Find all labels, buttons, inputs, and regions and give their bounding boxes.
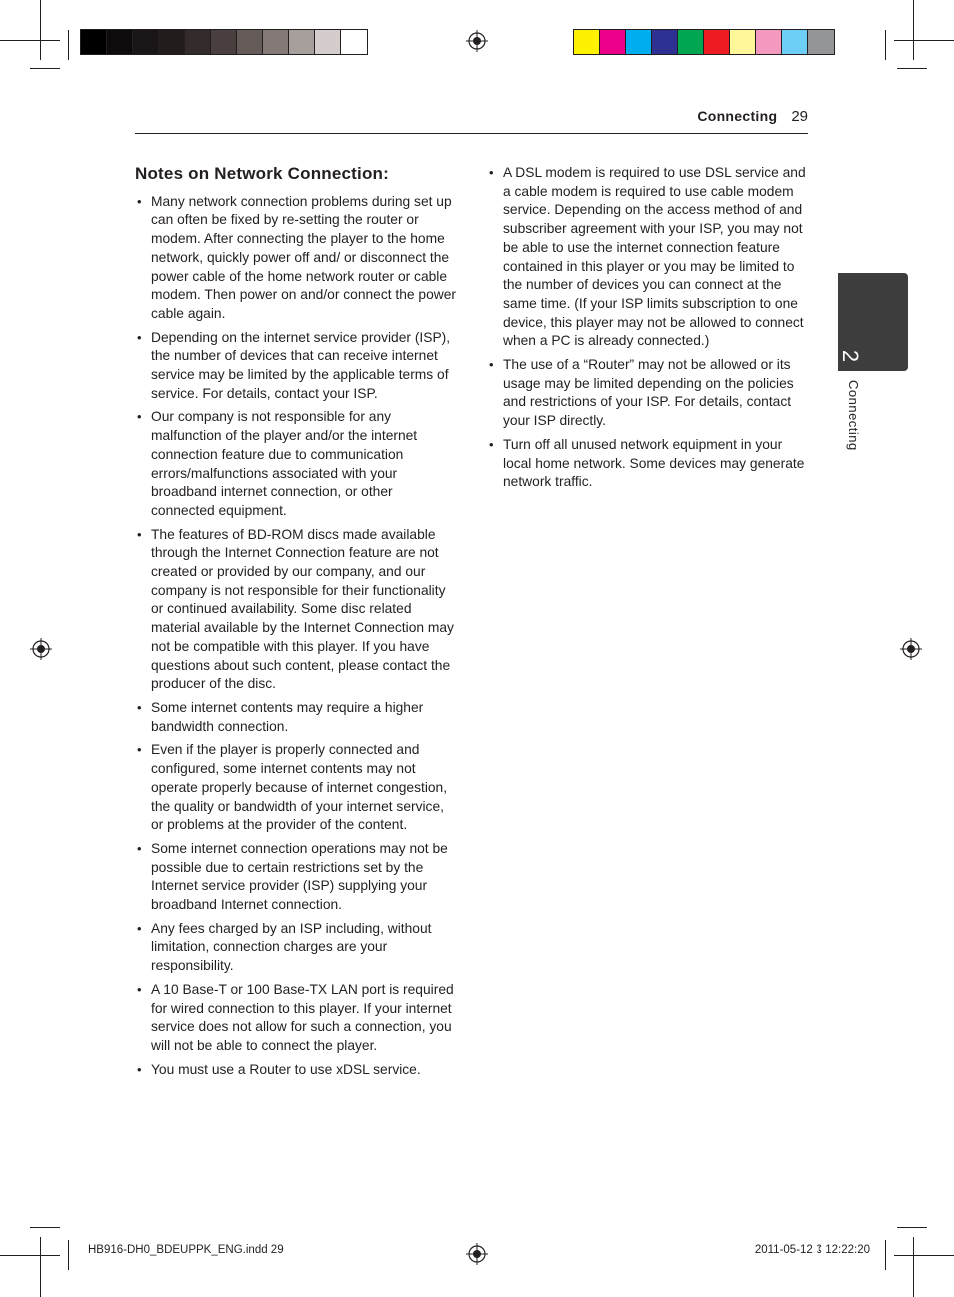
crop-mark <box>897 68 927 69</box>
color-swatch <box>782 30 808 54</box>
registration-mark-icon <box>466 30 488 52</box>
color-swatch <box>133 30 159 54</box>
crop-mark <box>30 1227 60 1228</box>
chapter-number: 2 <box>838 349 864 363</box>
chapter-label: Connecting <box>846 380 861 451</box>
color-swatch <box>341 30 367 54</box>
color-swatch <box>574 30 600 54</box>
page-number: 29 <box>791 108 808 125</box>
crop-mark <box>40 0 41 60</box>
crop-mark <box>0 40 60 41</box>
gray-swatch-strip <box>80 29 368 55</box>
list-item: • Many network connection problems during set up can often be fixed by re-setting the router or modem. After connecting the player to the home network, quickly power off and/ or disconnect the power cable of the home network router or cable modem. Then power on and/or connect the power cable again. <box>135 193 457 324</box>
crop-mark <box>894 1255 954 1256</box>
notes-list <box>487 164 809 492</box>
color-swatch <box>237 30 263 54</box>
crop-mark <box>68 1240 69 1270</box>
color-swatch <box>159 30 185 54</box>
list-item: • You must use a Router to use xDSL service. <box>135 1061 457 1080</box>
crop-mark <box>894 40 954 41</box>
color-swatch <box>211 30 237 54</box>
running-header <box>697 108 808 125</box>
color-swatch <box>730 30 756 54</box>
color-swatch <box>263 30 289 54</box>
color-swatch <box>81 30 107 54</box>
crop-mark <box>913 1237 914 1297</box>
registration-mark-icon <box>30 638 52 660</box>
chapter-tab <box>838 273 908 371</box>
color-swatch <box>289 30 315 54</box>
list-item: • Some internet contents may require a higher bandwidth connection. <box>135 699 457 736</box>
list-item: • The use of a “Router” may not be allowed or its usage may be limited depending on the policies and restrictions of your ISP. For details, contact your ISP directly. <box>487 356 809 431</box>
list-item: • Depending on the internet service provider (ISP), the number of devices that can receive internet service may be limited by the applicable terms of service. For details, contact your ISP. <box>135 329 457 404</box>
crop-mark <box>30 68 60 69</box>
list-item: • Our company is not responsible for any malfunction of the player and/or the internet connection feature due to communication errors/malfunctions associated with your broadband internet connection, or other connected equipment. <box>135 408 457 520</box>
color-swatch <box>808 30 834 54</box>
color-swatch <box>704 30 730 54</box>
color-swatch <box>756 30 782 54</box>
color-swatch <box>652 30 678 54</box>
color-swatch <box>315 30 341 54</box>
crop-mark <box>913 0 914 60</box>
notes-list <box>135 193 457 1080</box>
file-slug: HB916-DH0_BDEUPPK_ENG.indd 29 <box>88 1244 284 1256</box>
crop-mark <box>68 30 69 60</box>
list-item: • Turn off all unused network equipment in your local home network. Some devices may generate network traffic. <box>487 436 809 492</box>
color-swatch <box>107 30 133 54</box>
section-heading: Notes on Network Connection: <box>135 164 389 183</box>
color-swatch <box>185 30 211 54</box>
crop-mark <box>885 30 886 60</box>
header-rule <box>135 133 808 134</box>
list-item: • Some internet connection operations may not be possible due to certain restrictions set by the Internet service provider (ISP) supplying your broadband Internet connection. <box>135 840 457 915</box>
crop-mark <box>885 1240 886 1270</box>
registration-mark-icon <box>466 1243 488 1265</box>
list-item: • A 10 Base-T or 100 Base-TX LAN port is required for wired connection to this player. If your internet service does not allow for such a connection, you will not be able to connect the player. <box>135 981 457 1056</box>
registration-mark-icon <box>900 638 922 660</box>
section-title: Connecting <box>697 108 778 124</box>
right-column <box>487 164 809 497</box>
color-swatch <box>600 30 626 54</box>
print-timestamp: 2011-05-12 ꕘ 12:22:20 <box>754 1244 870 1256</box>
list-item: • The features of BD-ROM discs made available through the Internet Connection feature are not created or provided by our company, and our company is not responsible for their functionality or continued availability. Some disc related material available by the Internet Connection may not be compatible with this player. If you have questions about such content, please contact the producer of the disc. <box>135 526 457 694</box>
crop-mark <box>0 1255 60 1256</box>
color-swatch-strip <box>573 29 835 55</box>
list-item: • Any fees charged by an ISP including, without limitation, connection charges are your responsibility. <box>135 920 457 976</box>
color-swatch <box>626 30 652 54</box>
list-item: • A DSL modem is required to use DSL service and a cable modem is required to use cable modem service. Depending on the access method of and subscriber agreement with your ISP, you may not be able to use the internet connection feature contained in this player or you may be limited to the number of devices you can connect at the same time. (If your ISP limits subscription to one device, this player may not be allowed to connect when a PC is already connected.) <box>487 164 809 351</box>
crop-mark <box>40 1237 41 1297</box>
list-item: • Even if the player is properly connected and configured, some internet contents may not operate properly because of internet congestion, the quality or bandwidth of your internet service, or problems at the provider of the content. <box>135 741 457 835</box>
color-swatch <box>678 30 704 54</box>
crop-mark <box>897 1227 927 1228</box>
left-column <box>135 165 457 1084</box>
